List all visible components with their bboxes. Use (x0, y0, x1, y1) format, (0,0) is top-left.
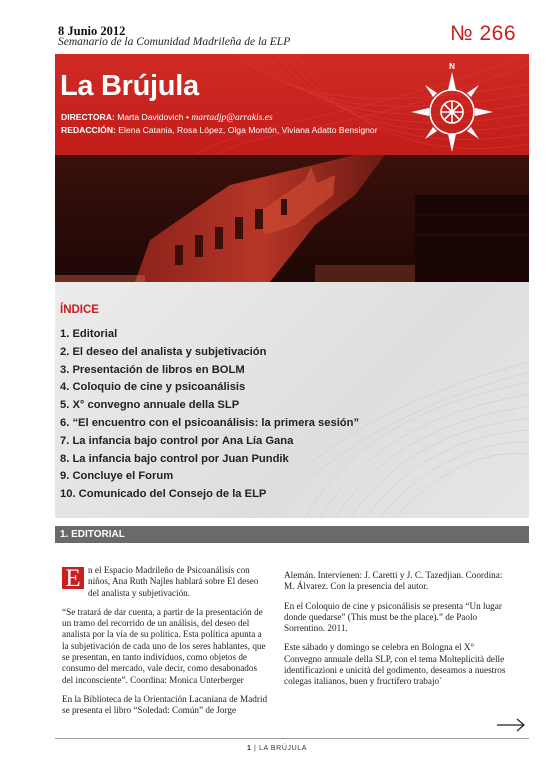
director-email[interactable]: martadjp@arrakis.es (191, 113, 273, 123)
issue-date: 8 Junio 2012 (58, 24, 126, 38)
drop-cap: E (62, 567, 84, 589)
article-column-1 (62, 565, 270, 725)
publication-subtitle: Semanario de la Comunidad Madrileña de la ELP (58, 36, 291, 48)
paragraph-text: n el Espacio Madrileño de Psicoanálisis con niños, Ana Ruth Najles hablará sobre El deseo del analista y subjetivación. (88, 565, 259, 598)
index-item-coloquio-cine[interactable]: 4. Coloquio de cine y psicoanálisis (60, 381, 246, 394)
section-title: 1. EDITORIAL (60, 529, 125, 540)
index-item-presentacion-libros[interactable]: 3. Presentación de libros en BOLM (60, 363, 245, 376)
redaccion-label: REDACCIÓN: (61, 125, 116, 135)
footer-separator: | (251, 745, 259, 752)
section-header (55, 526, 529, 543)
index-item-forum[interactable]: 9. Concluye el Forum (60, 470, 174, 483)
director-name: Marta Davidovich (117, 112, 184, 122)
index-list (60, 326, 359, 504)
issue-number: № 266 (450, 22, 516, 45)
article-paragraph: En la Biblioteca de la Orientación Lacaniana de Madrid se presenta el libro “Soledad: Común” de Jorge (62, 693, 268, 716)
footer-publication-name: LA BRÚJULA (258, 745, 308, 752)
index-title: ÍNDICE (60, 304, 99, 316)
index-item-deseo-analista[interactable]: 2. El deseo del analista y subjetivación (60, 345, 267, 358)
index-item-convegno-slp[interactable]: 5. X° convegno annuale della SLP (60, 399, 240, 412)
index-item-encuentro-psicoanalisis[interactable]: 6. “El encuentro con el psicoanálisis: la primera sesión” (60, 416, 360, 429)
article-paragraph: Alemán. Intervienen: J. Caretti y J. C. Tazedjian. Coordina: M. Álvarez. Con la presencia del autor. (284, 570, 503, 592)
index-panel (55, 282, 529, 518)
newsletter-logo: La Brújula (60, 70, 199, 102)
next-arrow-icon[interactable] (496, 718, 526, 732)
director-label: DIRECTORA: (61, 112, 115, 122)
index-item-editorial[interactable]: 1. Editorial (60, 328, 118, 340)
redaccion-line (61, 125, 378, 135)
index-item-comunicado[interactable]: 10. Comunicado del Consejo de la ELP (60, 488, 267, 501)
compass-north-label: N (449, 62, 455, 71)
article-paragraph: Este sábado y domingo se celebra en Bologna el X° Convegno annuale della SLP, con el tema Molteplicità delle identificazioni e unicità del godimento, deseamos a nuestros colegas italianos, buen y fructífero trabajo´ (284, 642, 506, 687)
director-line (61, 112, 273, 123)
redaccion-names: Elena Catania, Rosa López, Olga Montón, Viviana Adatto Bensignor (118, 125, 378, 135)
bullet-separator: • (185, 112, 189, 122)
compass-icon (407, 60, 497, 152)
footer-divider (55, 738, 529, 739)
article-column-2 (284, 570, 506, 696)
article-paragraph (62, 565, 270, 599)
article-paragraph: “Se tratará de dar cuenta, a partir de la presentación de un tramo del recorrido de un análisis, del deseo del analista por la vía de su política. Esta política apunta a la subjetivación de cada uno de los seres hablantes, que se presentan, en tanto individuos, como objetos de consumo del mercado, vale decir, como desabonados del inconsciente”. Coordina: Monica Unterberger (62, 606, 266, 685)
article-paragraph: En el Coloquio de cine y psiconálisis se presenta “Un lugar donde quedarse” (This must be the place).” de Paolo Sorrentino. 2011. (284, 600, 502, 634)
header-photo (55, 155, 529, 282)
page-number: 1 (246, 745, 252, 752)
index-item-infancia-gana[interactable]: 7. La infancia bajo control por Ana Lía Gana (60, 434, 294, 447)
page-footer (0, 745, 554, 752)
masthead (55, 54, 529, 155)
index-item-infancia-pundik[interactable]: 8. La infancia bajo control por Juan Pundik (60, 452, 289, 465)
